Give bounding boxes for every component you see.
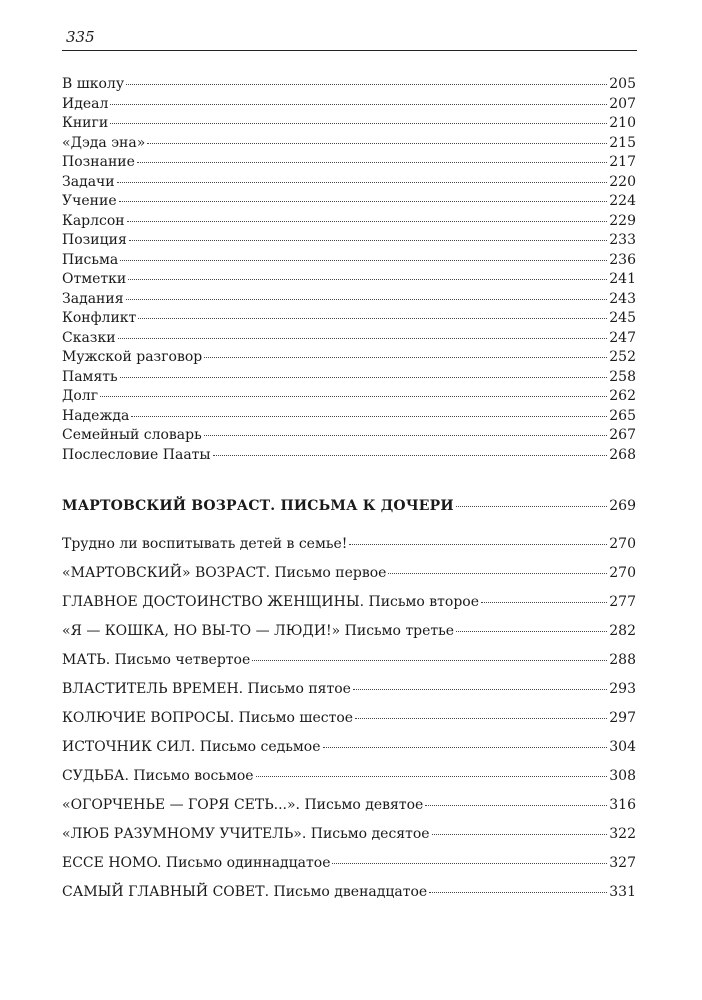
toc-entry-page: 331 <box>609 884 636 900</box>
toc-entry[interactable] <box>62 290 636 310</box>
dot-leader <box>126 84 607 85</box>
page-number: 335 <box>66 28 95 46</box>
toc-entry-page: 205 <box>609 76 636 92</box>
toc-entry[interactable] <box>62 270 636 290</box>
toc-entry-title: ECCE HOMO. Письмо одиннадцатое <box>62 855 331 871</box>
dot-leader <box>120 260 607 261</box>
toc-entry-title: Мужской разговор <box>62 349 203 365</box>
dot-leader <box>204 435 608 436</box>
toc-entry[interactable] <box>62 407 636 427</box>
dot-leader <box>213 455 608 456</box>
toc-entry-page: 215 <box>609 134 636 151</box>
toc-entry-title: Послесловие Пааты <box>62 446 211 463</box>
toc-entry-page: 270 <box>609 536 636 552</box>
section-heading-title: МАРТОВСКИЙ ВОЗРАСТ. ПИСЬМА К ДОЧЕРИ <box>62 498 454 514</box>
toc-entry-title: Идеал <box>62 95 109 112</box>
dot-leader <box>100 396 607 397</box>
toc-entry[interactable] <box>62 849 636 878</box>
toc-entry-title: Надежда <box>62 407 130 424</box>
toc-entry[interactable] <box>62 95 636 115</box>
toc-entry-page: 207 <box>609 95 636 112</box>
toc-entry-title: Позиция <box>62 232 127 248</box>
dot-leader <box>432 834 608 835</box>
section-heading[interactable] <box>62 496 636 516</box>
toc-entry-title: Память <box>62 368 118 385</box>
toc-entry-title: Карлсон <box>62 212 125 229</box>
toc-entry[interactable] <box>62 426 636 446</box>
dot-leader <box>120 377 608 378</box>
toc-entry-title: ГЛАВНОЕ ДОСТОИНСТВО ЖЕНЩИНЫ. Письмо второе <box>62 594 479 610</box>
toc-entry-page: 327 <box>609 855 636 871</box>
toc-entry-title: Сказки <box>62 329 116 346</box>
toc-entry-page: 258 <box>609 368 636 385</box>
toc-entry[interactable] <box>62 675 636 704</box>
toc-entry-page: 247 <box>609 329 636 346</box>
toc-entry[interactable] <box>62 231 636 251</box>
toc-entry-title: «ЛЮБ РАЗУМНОМУ УЧИТЕЛЬ». Письмо десятое <box>62 826 430 842</box>
dot-leader <box>355 718 607 719</box>
toc-entry-title: Трудно ли воспитывать детей в семье! <box>62 536 348 552</box>
toc-entry-title: «Дэда эна» <box>62 134 146 151</box>
toc-entry-title: ВЛАСТИТЕЛЬ ВРЕМЕН. Письмо пятое <box>62 681 351 697</box>
dot-leader <box>126 299 608 300</box>
toc-entry[interactable] <box>62 192 636 212</box>
dot-leader <box>117 182 608 183</box>
dot-leader <box>456 506 607 507</box>
dot-leader <box>119 201 608 202</box>
dot-leader <box>118 338 608 339</box>
dot-leader <box>129 240 607 241</box>
toc-entry-title: Долг <box>62 388 99 404</box>
toc-entry[interactable] <box>62 212 636 232</box>
toc-entry[interactable] <box>62 309 636 329</box>
dot-leader <box>323 747 608 748</box>
toc-entry-page: 270 <box>609 565 636 581</box>
toc-entry-title: Учение <box>62 193 117 209</box>
toc-entry-page: 304 <box>609 739 636 755</box>
toc-entry-page: 297 <box>609 710 636 726</box>
toc-entry-title: САМЫЙ ГЛАВНЫЙ СОВЕТ. Письмо двенадцатое <box>62 884 428 900</box>
dot-leader <box>147 143 607 144</box>
toc-entry-title: ИСТОЧНИК СИЛ. Письмо седьмое <box>62 739 321 755</box>
toc-entry-page: 322 <box>609 826 636 842</box>
toc-entry-title: Задачи <box>62 173 115 190</box>
dot-leader <box>425 805 607 806</box>
toc-entry-page: 288 <box>609 652 636 668</box>
toc-list-part1 <box>62 75 636 465</box>
toc-entry[interactable] <box>62 134 636 154</box>
toc-entry[interactable] <box>62 153 636 173</box>
toc-entry-title: Письма <box>62 251 119 268</box>
toc-entry-title: Отметки <box>62 271 127 287</box>
toc-entry[interactable] <box>62 329 636 349</box>
dot-leader <box>128 279 607 280</box>
dot-leader <box>349 544 607 545</box>
toc-entry-title: КОЛЮЧИЕ ВОПРОСЫ. Письмо шестое <box>62 710 354 726</box>
dot-leader <box>332 863 607 864</box>
toc-entry-page: 282 <box>609 623 636 639</box>
toc-entry[interactable] <box>62 559 636 588</box>
toc-entry[interactable] <box>62 617 636 646</box>
toc-entry[interactable] <box>62 704 636 733</box>
toc-entry-title: В школу <box>62 76 125 92</box>
dot-leader <box>388 573 607 574</box>
toc-entry[interactable] <box>62 762 636 791</box>
toc-entry[interactable] <box>62 348 636 368</box>
toc-entry-title: СУДЬБА. Письмо восьмое <box>62 768 254 784</box>
dot-leader <box>110 123 607 124</box>
toc-entry-title: Задания <box>62 290 124 307</box>
toc-entry-page: 233 <box>609 232 636 248</box>
toc-entry-page: 252 <box>609 349 636 365</box>
toc-entry[interactable] <box>62 646 636 675</box>
toc-entry[interactable] <box>62 387 636 407</box>
toc-entry-page: 268 <box>609 446 636 463</box>
dot-leader <box>137 162 607 163</box>
toc-entry[interactable] <box>62 530 636 559</box>
dot-leader <box>127 221 608 222</box>
toc-entry[interactable] <box>62 173 636 193</box>
toc-entry[interactable] <box>62 820 636 849</box>
toc-entry-page: 210 <box>609 115 636 131</box>
toc-entry-title: «МАРТОВСКИЙ» ВОЗРАСТ. Письмо первое <box>62 565 387 581</box>
toc-entry-page: 265 <box>609 407 636 424</box>
toc-entry-page: 217 <box>609 154 636 170</box>
toc-entry-page: 267 <box>609 427 636 443</box>
toc-entry[interactable] <box>62 588 636 617</box>
toc-entry-page: 293 <box>609 681 636 697</box>
toc-entry-title: «Я — КОШКА, НО ВЫ-ТО — ЛЮДИ!» Письмо третье <box>62 623 455 639</box>
toc-entry-page: 241 <box>609 271 636 287</box>
dot-leader <box>110 104 607 105</box>
toc-entry[interactable] <box>62 733 636 762</box>
header-rule <box>62 50 637 51</box>
section-heading-page: 269 <box>609 498 636 514</box>
toc-entry-title: Семейный словарь <box>62 427 202 443</box>
toc-entry[interactable] <box>62 251 636 271</box>
toc-entry[interactable] <box>62 791 636 820</box>
toc-entry[interactable] <box>62 368 636 388</box>
toc-entry-page: 308 <box>609 768 636 784</box>
toc-entry-page: 229 <box>609 212 636 229</box>
toc-entry-page: 245 <box>609 310 636 326</box>
toc-entry-page: 316 <box>609 797 636 813</box>
toc-entry-title: Конфликт <box>62 310 137 326</box>
dot-leader <box>138 318 607 319</box>
toc-entry-page: 220 <box>609 173 636 190</box>
toc-entry-page: 277 <box>609 594 636 610</box>
toc-entry[interactable] <box>62 878 636 907</box>
toc-entry-page: 236 <box>609 251 636 268</box>
toc-entry[interactable] <box>62 114 636 134</box>
dot-leader <box>353 689 607 690</box>
dot-leader <box>456 631 607 632</box>
toc-entry[interactable] <box>62 75 636 95</box>
dot-leader <box>131 416 607 417</box>
dot-leader <box>204 357 607 358</box>
toc-list-part2 <box>62 530 636 907</box>
dot-leader <box>481 602 607 603</box>
toc-entry-title: Книги <box>62 115 109 131</box>
toc-entry-title: Познание <box>62 154 135 170</box>
toc-entry-page: 224 <box>609 193 636 209</box>
toc-entry-title: МАТЬ. Письмо четвертое <box>62 652 251 668</box>
dot-leader <box>429 892 607 893</box>
dot-leader <box>252 660 607 661</box>
toc-entry-page: 262 <box>609 388 636 404</box>
toc-entry[interactable] <box>62 446 636 466</box>
toc-entry-title: «ОГОРЧЕНЬЕ — ГОРЯ СЕТЬ...». Письмо девятое <box>62 797 424 813</box>
dot-leader <box>256 776 608 777</box>
toc-entry-page: 243 <box>609 290 636 307</box>
